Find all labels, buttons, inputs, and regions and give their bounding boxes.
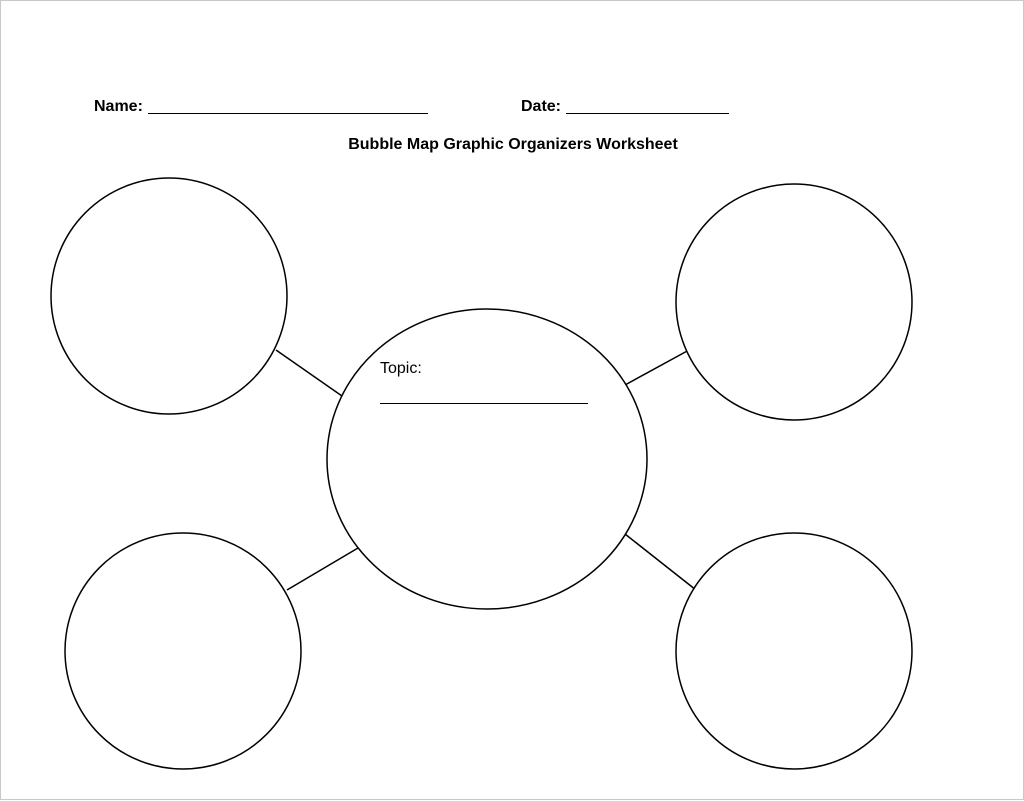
bubble-bottom-left[interactable] [65, 533, 301, 769]
connector-bottom-right [625, 534, 696, 590]
worksheet-title: Bubble Map Graphic Organizers Worksheet [348, 136, 678, 153]
date-label: Date: [521, 98, 562, 115]
connector-top-right [625, 350, 689, 385]
connector-bottom-left [287, 548, 358, 590]
bubble-bottom-right[interactable] [676, 533, 912, 769]
topic-label: Topic: [380, 360, 422, 377]
topic-field[interactable] [380, 403, 588, 404]
connector-top-left [276, 350, 342, 396]
bubble-top-right[interactable] [676, 184, 912, 420]
bubble-top-left[interactable] [51, 178, 287, 414]
name-label: Name: [94, 98, 143, 115]
bubble-map-diagram [1, 1, 1024, 801]
topic-bubble[interactable] [327, 309, 647, 609]
